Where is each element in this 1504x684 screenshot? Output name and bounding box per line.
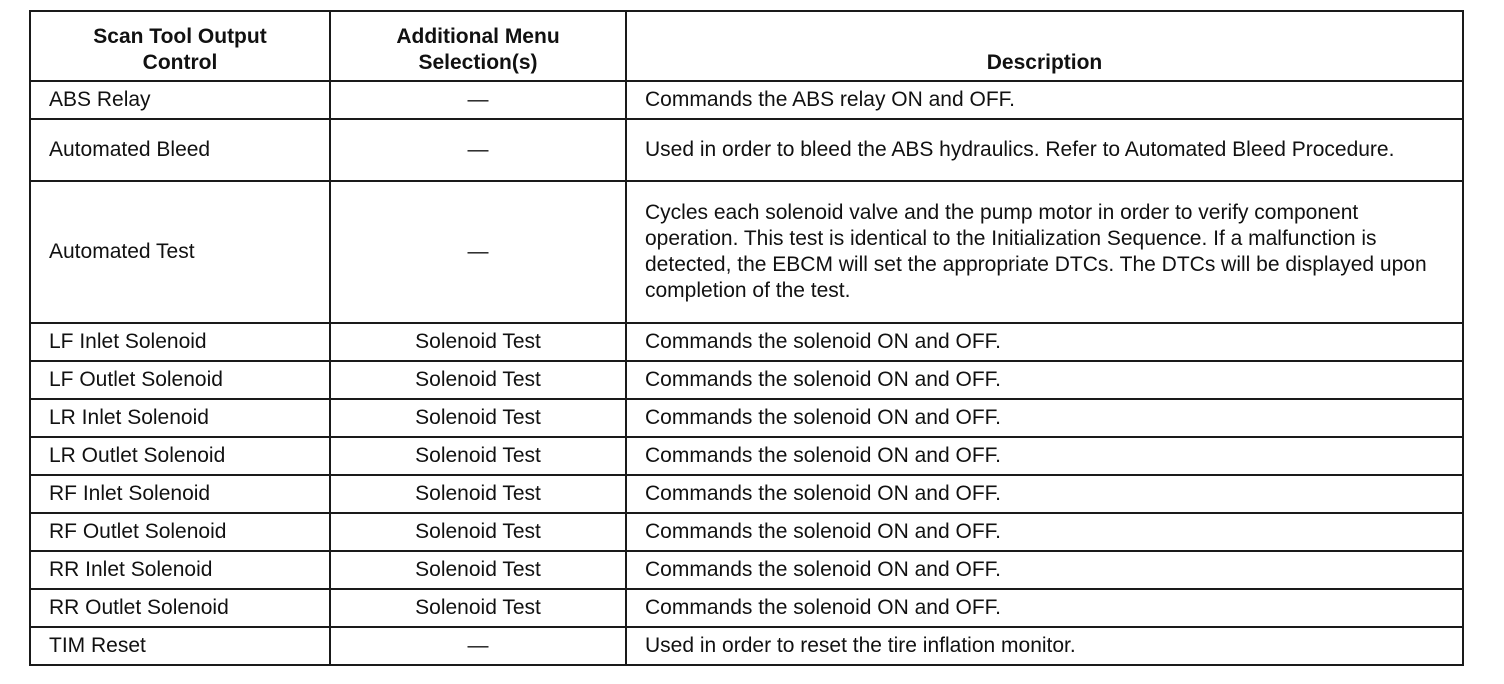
row-menu-selection: Solenoid Test <box>330 399 626 437</box>
row-output-control: RR Outlet Solenoid <box>30 589 330 627</box>
row-menu-selection: Solenoid Test <box>330 437 626 475</box>
row-menu-selection: Solenoid Test <box>330 589 626 627</box>
table-row <box>30 589 1463 627</box>
row-menu-selection: — <box>330 627 626 665</box>
table-row <box>30 513 1463 551</box>
row-description: Commands the ABS relay ON and OFF. <box>626 81 1463 119</box>
row-menu-selection: — <box>330 81 626 119</box>
header-additional-menu-selections <box>330 11 626 81</box>
row-description: Commands the solenoid ON and OFF. <box>626 437 1463 475</box>
scan-tool-output-control-table <box>29 10 1464 666</box>
row-output-control: TIM Reset <box>30 627 330 665</box>
row-description: Commands the solenoid ON and OFF. <box>626 399 1463 437</box>
table-row <box>30 551 1463 589</box>
row-description: Commands the solenoid ON and OFF. <box>626 589 1463 627</box>
header-description: Description <box>626 11 1463 81</box>
header-output-line2: Control <box>142 51 218 74</box>
table-row <box>30 323 1463 361</box>
row-description: Commands the solenoid ON and OFF. <box>626 513 1463 551</box>
row-output-control: Automated Test <box>30 181 330 323</box>
table-row <box>30 437 1463 475</box>
row-output-control: LF Inlet Solenoid <box>30 323 330 361</box>
row-output-control: LR Outlet Solenoid <box>30 437 330 475</box>
row-output-control: Automated Bleed <box>30 119 330 181</box>
row-menu-selection: Solenoid Test <box>330 551 626 589</box>
row-description: Used in order to bleed the ABS hydraulics. Refer to Automated Bleed Procedure. <box>626 119 1463 181</box>
table-row <box>30 475 1463 513</box>
row-description: Used in order to reset the tire inflation monitor. <box>626 627 1463 665</box>
row-description: Commands the solenoid ON and OFF. <box>626 551 1463 589</box>
row-description: Commands the solenoid ON and OFF. <box>626 361 1463 399</box>
row-menu-selection: Solenoid Test <box>330 323 626 361</box>
row-output-control: RR Inlet Solenoid <box>30 551 330 589</box>
row-output-control: RF Outlet Solenoid <box>30 513 330 551</box>
row-output-control: LR Inlet Solenoid <box>30 399 330 437</box>
row-output-control: ABS Relay <box>30 81 330 119</box>
table-row <box>30 119 1463 181</box>
row-menu-selection: — <box>330 119 626 181</box>
table-header-row <box>30 11 1463 81</box>
row-menu-selection: — <box>330 181 626 323</box>
row-output-control: RF Inlet Solenoid <box>30 475 330 513</box>
table-row <box>30 181 1463 323</box>
header-scan-tool-output-control <box>30 11 330 81</box>
row-output-control: LF Outlet Solenoid <box>30 361 330 399</box>
row-description: Commands the solenoid ON and OFF. <box>626 323 1463 361</box>
table-row <box>30 361 1463 399</box>
table-row <box>30 81 1463 119</box>
row-menu-selection: Solenoid Test <box>330 361 626 399</box>
row-description: Cycles each solenoid valve and the pump motor in order to verify component operation. This test is identical to the Initialization Sequence. If a malfunction is detected, the EBCM will set the appropriate DTCs. The DTCs will be displayed upon completion of the test. <box>626 181 1463 323</box>
row-menu-selection: Solenoid Test <box>330 513 626 551</box>
row-menu-selection: Solenoid Test <box>330 475 626 513</box>
header-output-line1: Scan Tool Output <box>93 25 267 48</box>
header-menu-line2: Selection(s) <box>418 51 538 74</box>
table-row <box>30 627 1463 665</box>
header-menu-line1: Additional Menu <box>396 25 560 48</box>
table-row <box>30 399 1463 437</box>
row-description: Commands the solenoid ON and OFF. <box>626 475 1463 513</box>
